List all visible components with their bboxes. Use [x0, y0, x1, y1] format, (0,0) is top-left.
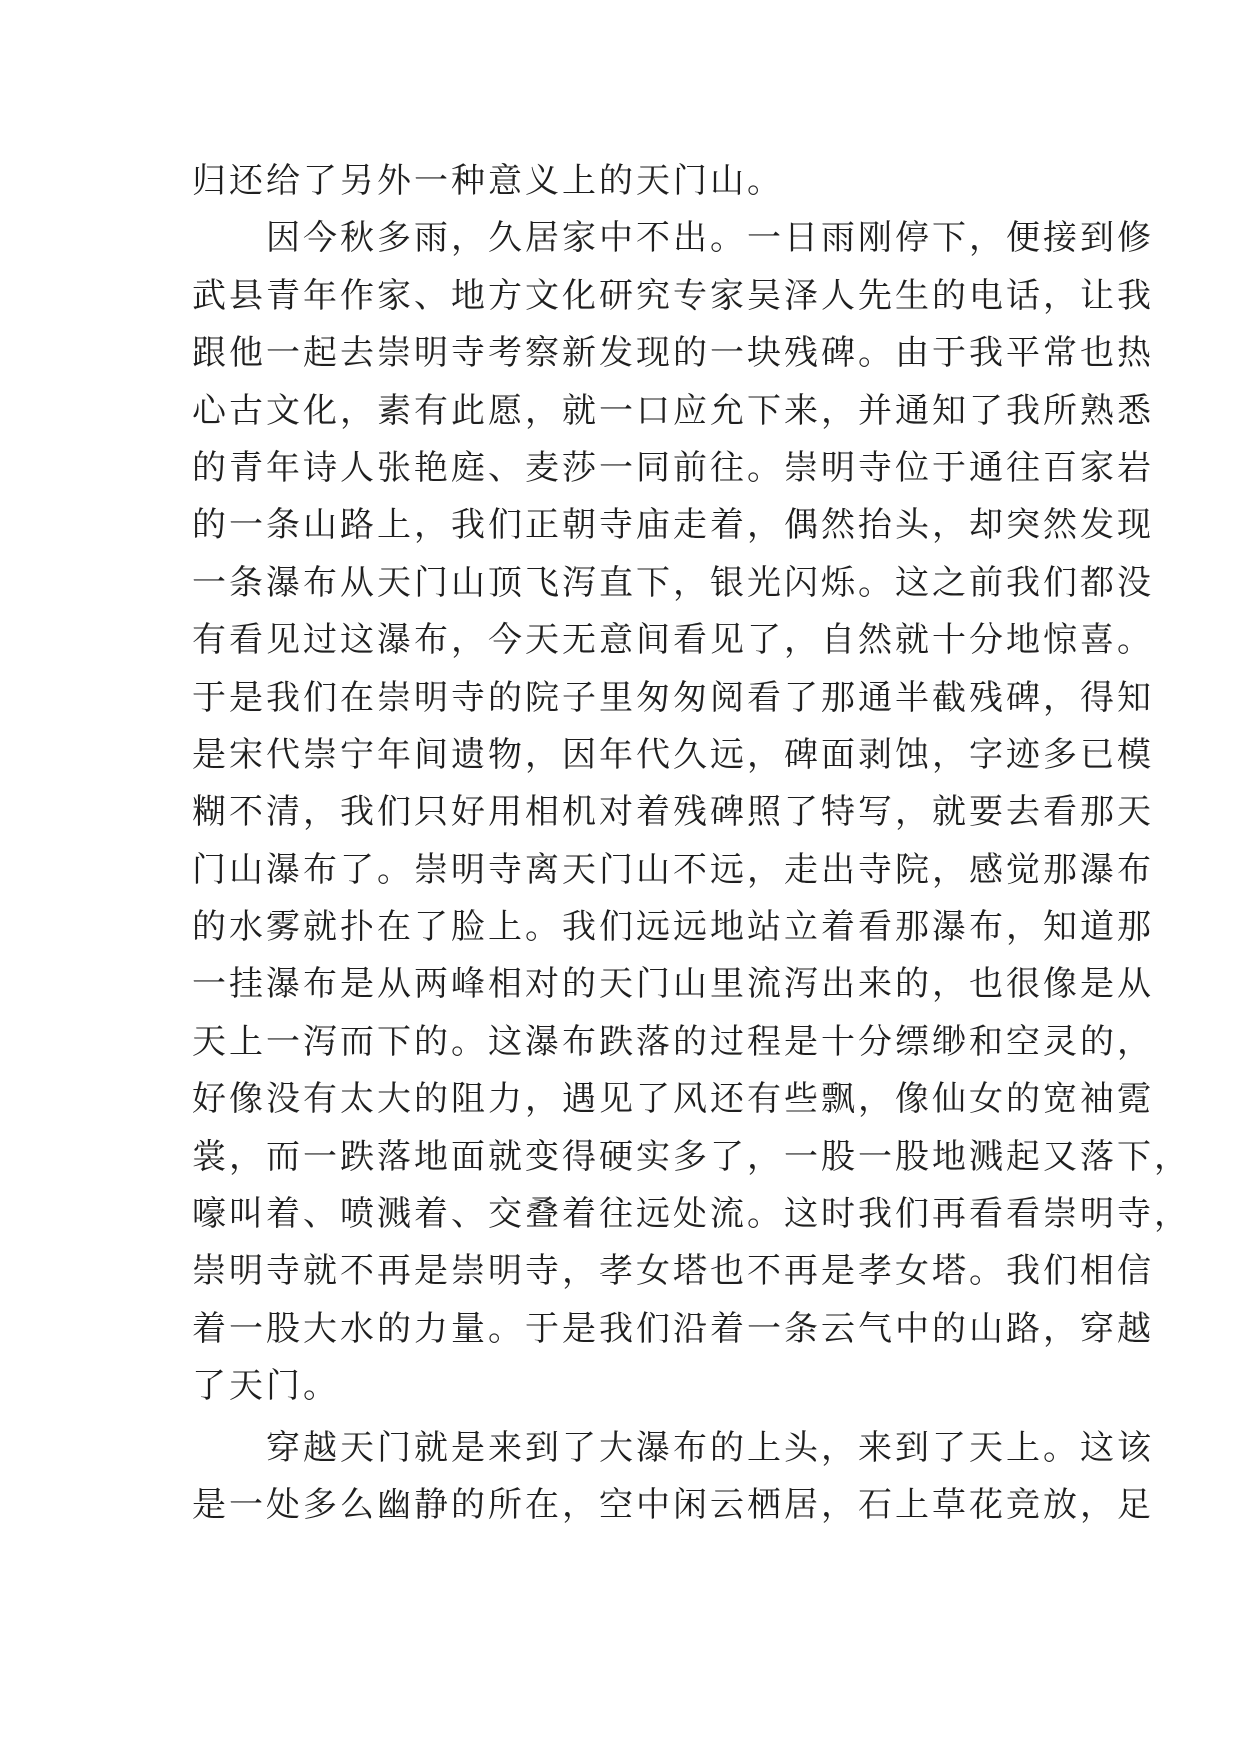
text-line: 于是我们在崇明寺的院子里匆匆阅看了那通半截残碑，得知 [192, 677, 1154, 718]
body-text [192, 153, 1191, 1534]
text-line: 武县青年作家、地方文化研究专家吴泽人先生的电话，让我 [192, 275, 1154, 316]
text-line: 是一处多么幽静的所在，空中闲云栖居，石上草花竞放，足 [192, 1484, 1154, 1525]
text-line: 心古文化，素有此愿，就一口应允下来，并通知了我所熟悉 [192, 390, 1154, 431]
text-line: 好像没有太大的阻力，遇见了风还有些飘，像仙女的宽袖霓 [192, 1079, 1154, 1120]
text-line: 跟他一起去崇明寺考察新发现的一块残碑。由于我平常也热 [192, 333, 1154, 374]
text-line: 穿越天门就是来到了大瀑布的上头，来到了天上。这该 [192, 1427, 1154, 1468]
text-line: 归还给了另外一种意义上的天门山。 [192, 161, 784, 201]
text-line: 了天门。 [192, 1366, 340, 1407]
text-line: 因今秋多雨，久居家中不出。一日雨刚停下，便接到修 [192, 218, 1154, 259]
text-line: 的一条山路上，我们正朝寺庙走着，偶然抬头，却突然发现 [192, 505, 1154, 546]
text-line: 糊不清，我们只好用相机对着残碑照了特写，就要去看那天 [192, 792, 1154, 833]
text-line: 一挂瀑布是从两峰相对的天门山里流泻出来的，也很像是从 [192, 964, 1154, 1005]
text-line: 一条瀑布从天门山顶飞泻直下，银光闪烁。这之前我们都没 [192, 562, 1154, 603]
text-line: 裳，而一跌落地面就变得硬实多了，一股一股地溅起又落下， [192, 1136, 1191, 1177]
text-line: 嚎叫着、喷溅着、交叠着往远处流。这时我们再看看崇明寺， [192, 1194, 1191, 1235]
text-line: 着一股大水的力量。于是我们沿着一条云气中的山路，穿越 [192, 1308, 1154, 1349]
text-line: 门山瀑布了。崇明寺离天门山不远，走出寺院，感觉那瀑布 [192, 849, 1154, 890]
text-line: 有看见过这瀑布，今天无意间看见了，自然就十分地惊喜。 [192, 620, 1154, 661]
text-line: 天上一泻而下的。这瀑布跌落的过程是十分缥缈和空灵的， [192, 1021, 1154, 1062]
text-line: 崇明寺就不再是崇明寺，孝女塔也不再是孝女塔。我们相信 [192, 1251, 1154, 1292]
text-line: 的水雾就扑在了脸上。我们远远地站立着看那瀑布，知道那 [192, 907, 1154, 948]
text-line: 的青年诗人张艳庭、麦莎一同前往。崇明寺位于通往百家岩 [192, 447, 1154, 488]
text-line: 是宋代崇宁年间遗物，因年代久远，碑面剥蚀，字迹多已模 [192, 734, 1154, 775]
